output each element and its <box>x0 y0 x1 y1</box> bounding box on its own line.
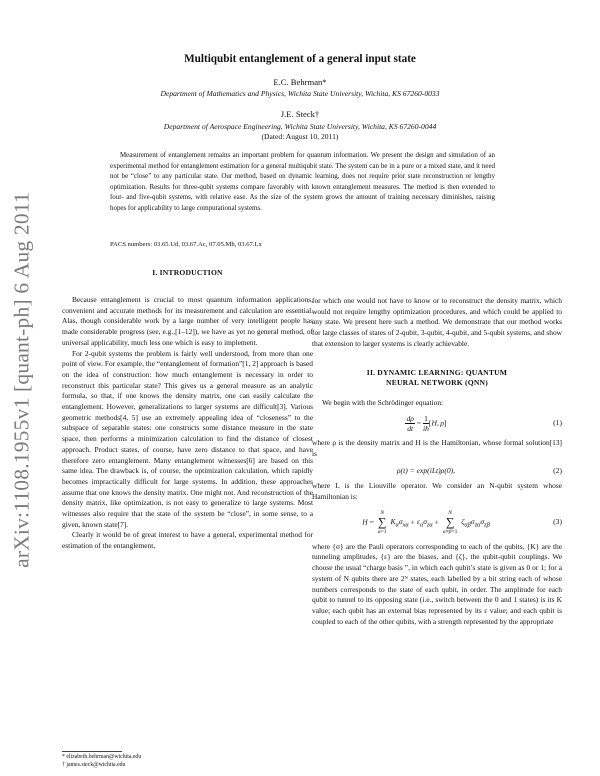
abstract: Measurement of entanglement remains an important problem for quantum information. We present the design and simulation of an experimental method for entanglement estimation for a general multiqubit state. The system can be in a pure or a mixed state, and it need not be “close” to any particular state. Our method, based on dynamic learning, does not require prior state reconstruction or lengthy optimization. Results for three-qubit systems compare favorably with known entanglement measures. The method is then extended to four- and five-qubit systems, with relative ease. As the size of the system grows the amount of training necessary diminishes, raising hopes for applicability to large computational systems. <box>110 151 495 212</box>
author-2-name: J.E. Steck† <box>280 109 320 119</box>
intro-paragraph-2: For 2-qubit systems the problem is fairly well understood, from more than one point of view. For example, the “entanglement of formation”[1, 2] approach is based on the idea of construction: how much entanglement is necessary in order to reconstruct this particular state? This gives us a general measure as an analytic formula, so that, if one knows the density matrix, one can easily calculate the entanglement. However, generalizations to larger systems are difficult[3]. Various geometric methods[4, 5] use an extremely appealing idea of “closeness” to the subspace of separable states: one constructs some distance measure in the state space, then performs a minimization calculation to find the distance of closest approach. Product states, of course, have zero distance to that space, and have therefore zero entanglement. Many entanglement witnesses[6] are based on this same idea. The drawback is, of course, the optimization calculation, which rapidly becomes impractically difficult for large systems. In addition, these approaches assume that one knows the density matrix. One might not. And reconstruction of the density matrix, like optimization, is not easy to generalize to large systems. Most witnesses also require that the state of the system be “close”, in some sense, to a given, known state[7]. <box>62 348 313 529</box>
author-1-affiliation: Department of Mathematics and Physics, Wichita State University, Wichita, KS 67260-0033 <box>160 89 440 98</box>
intro-paragraph-3: Clearly it would be of great interest to have a general, experimental method for estimation of the entanglement, <box>62 530 313 551</box>
equation-1: $\frac{d\rho}{dt}$ = $\frac{1}{iħ}$ [H, ρ] (1) <box>406 414 562 434</box>
author-2-affiliation: Department of Aerospace Engineering, Wichita State University, Wichita, KS 67260-0044 <box>163 122 437 131</box>
pauli-operators-paragraph: where {σ} are the Pauli operators corresponding to each of the qubits, {K} are the tunneling amplitudes, {ε} are the biases, and {ζ}, the qubit-qubit couplings. We choose the usual “charge basis ”, in which each qubit’s state is given as 0 or 1; for a system of N qubits there are 2ᴺ states, each labelled by a bit string each of whose numbers corresponds to the state of each qubit, in order. The amplitude for each qubit to tunnel to its opposing state (i.e., switch between the 0 and 1 states) is its K value; each qubit has an external bias represented by its ε value; and each qubit is coupled to each of the other qubits, with a strength represented by the appropriate <box>312 541 562 626</box>
equation-2-body: ρ(t) = exp(iLt)ρ(0), <box>396 465 456 475</box>
intro-paragraph-1: Because entanglement is crucial to most quantum information applications, convenient and accurate methods for its measurement and calculation are essential. Alas, though considerable work by a large number of very intelligent people has made considerable progress (see, e.g.,[1–12]), we have as yet no general method, of universal applicability, much less one which is easy to implement. <box>62 295 313 347</box>
pacs-numbers: PACS numbers: 03.65.Ud, 03.67.Ac, 07.05.Mh, 03.67.Lx <box>110 241 262 248</box>
left-column <box>62 268 313 552</box>
author-1-name: E.C. Behrman* <box>273 77 327 87</box>
intro-continuation: for which one would not have to know or to reconstruct the density matrix, which would not require lengthy optimization procedures, and which could be applied to any state. We present here such a method. We demonstrate that our method works for large classes of states of 2-qubit, 3-qubit, 4-qubit, and 5-qubit systems, and show that extension to larger systems is clearly achievable. <box>312 296 562 348</box>
footnotes <box>62 754 262 769</box>
equation-2-number: (2) <box>553 465 562 475</box>
equation-3-number: (3) <box>553 516 562 526</box>
liouville-definition: where L is the Liouville operator. We consider an N-qubit system whose Hamiltonian is: <box>312 481 562 502</box>
right-column <box>312 296 562 627</box>
schrodinger-intro: We begin with the Schrödinger equation: <box>322 397 444 407</box>
arxiv-identifier-text: arXiv:1108.1955v1 [quant-ph] 6 Aug 2011 <box>9 192 34 568</box>
footnote-rule <box>62 751 122 752</box>
section-1-title: I. INTRODUCTION <box>152 268 223 277</box>
arxiv-identifier-stamp <box>2 192 42 568</box>
section-2-title-line-1: II. DYNAMIC LEARNING: QUANTUM <box>366 367 508 377</box>
equation-2 <box>312 466 562 477</box>
footnote-2: † james.steck@wichita.edu <box>62 761 126 768</box>
section-2-title-line-2: NEURAL NETWORK (QNN) <box>386 377 488 387</box>
footnote-1: * elizabeth.behrman@wichita.edu <box>62 754 142 760</box>
date-line: (Dated: August 10, 2011) <box>261 132 339 141</box>
equation-3: H = N ∑ α=1 $K_\alpha\sigma_{x\alpha} + \varepsilon_\alpha\sigma_{z\alpha}$ + N ∑ α≠β=1 $\zeta_{\alpha\beta}\sigma_{z\alpha}\sigma_{z\beta}$ (3) <box>362 509 562 535</box>
equation-1-number: (1) <box>553 418 562 428</box>
hamiltonian-definition: where ρ is the density matrix and H is the Hamiltonian, whose formal solution[13] is <box>312 438 562 458</box>
paper-title: Multiqubit entanglement of a general input state <box>184 53 416 65</box>
